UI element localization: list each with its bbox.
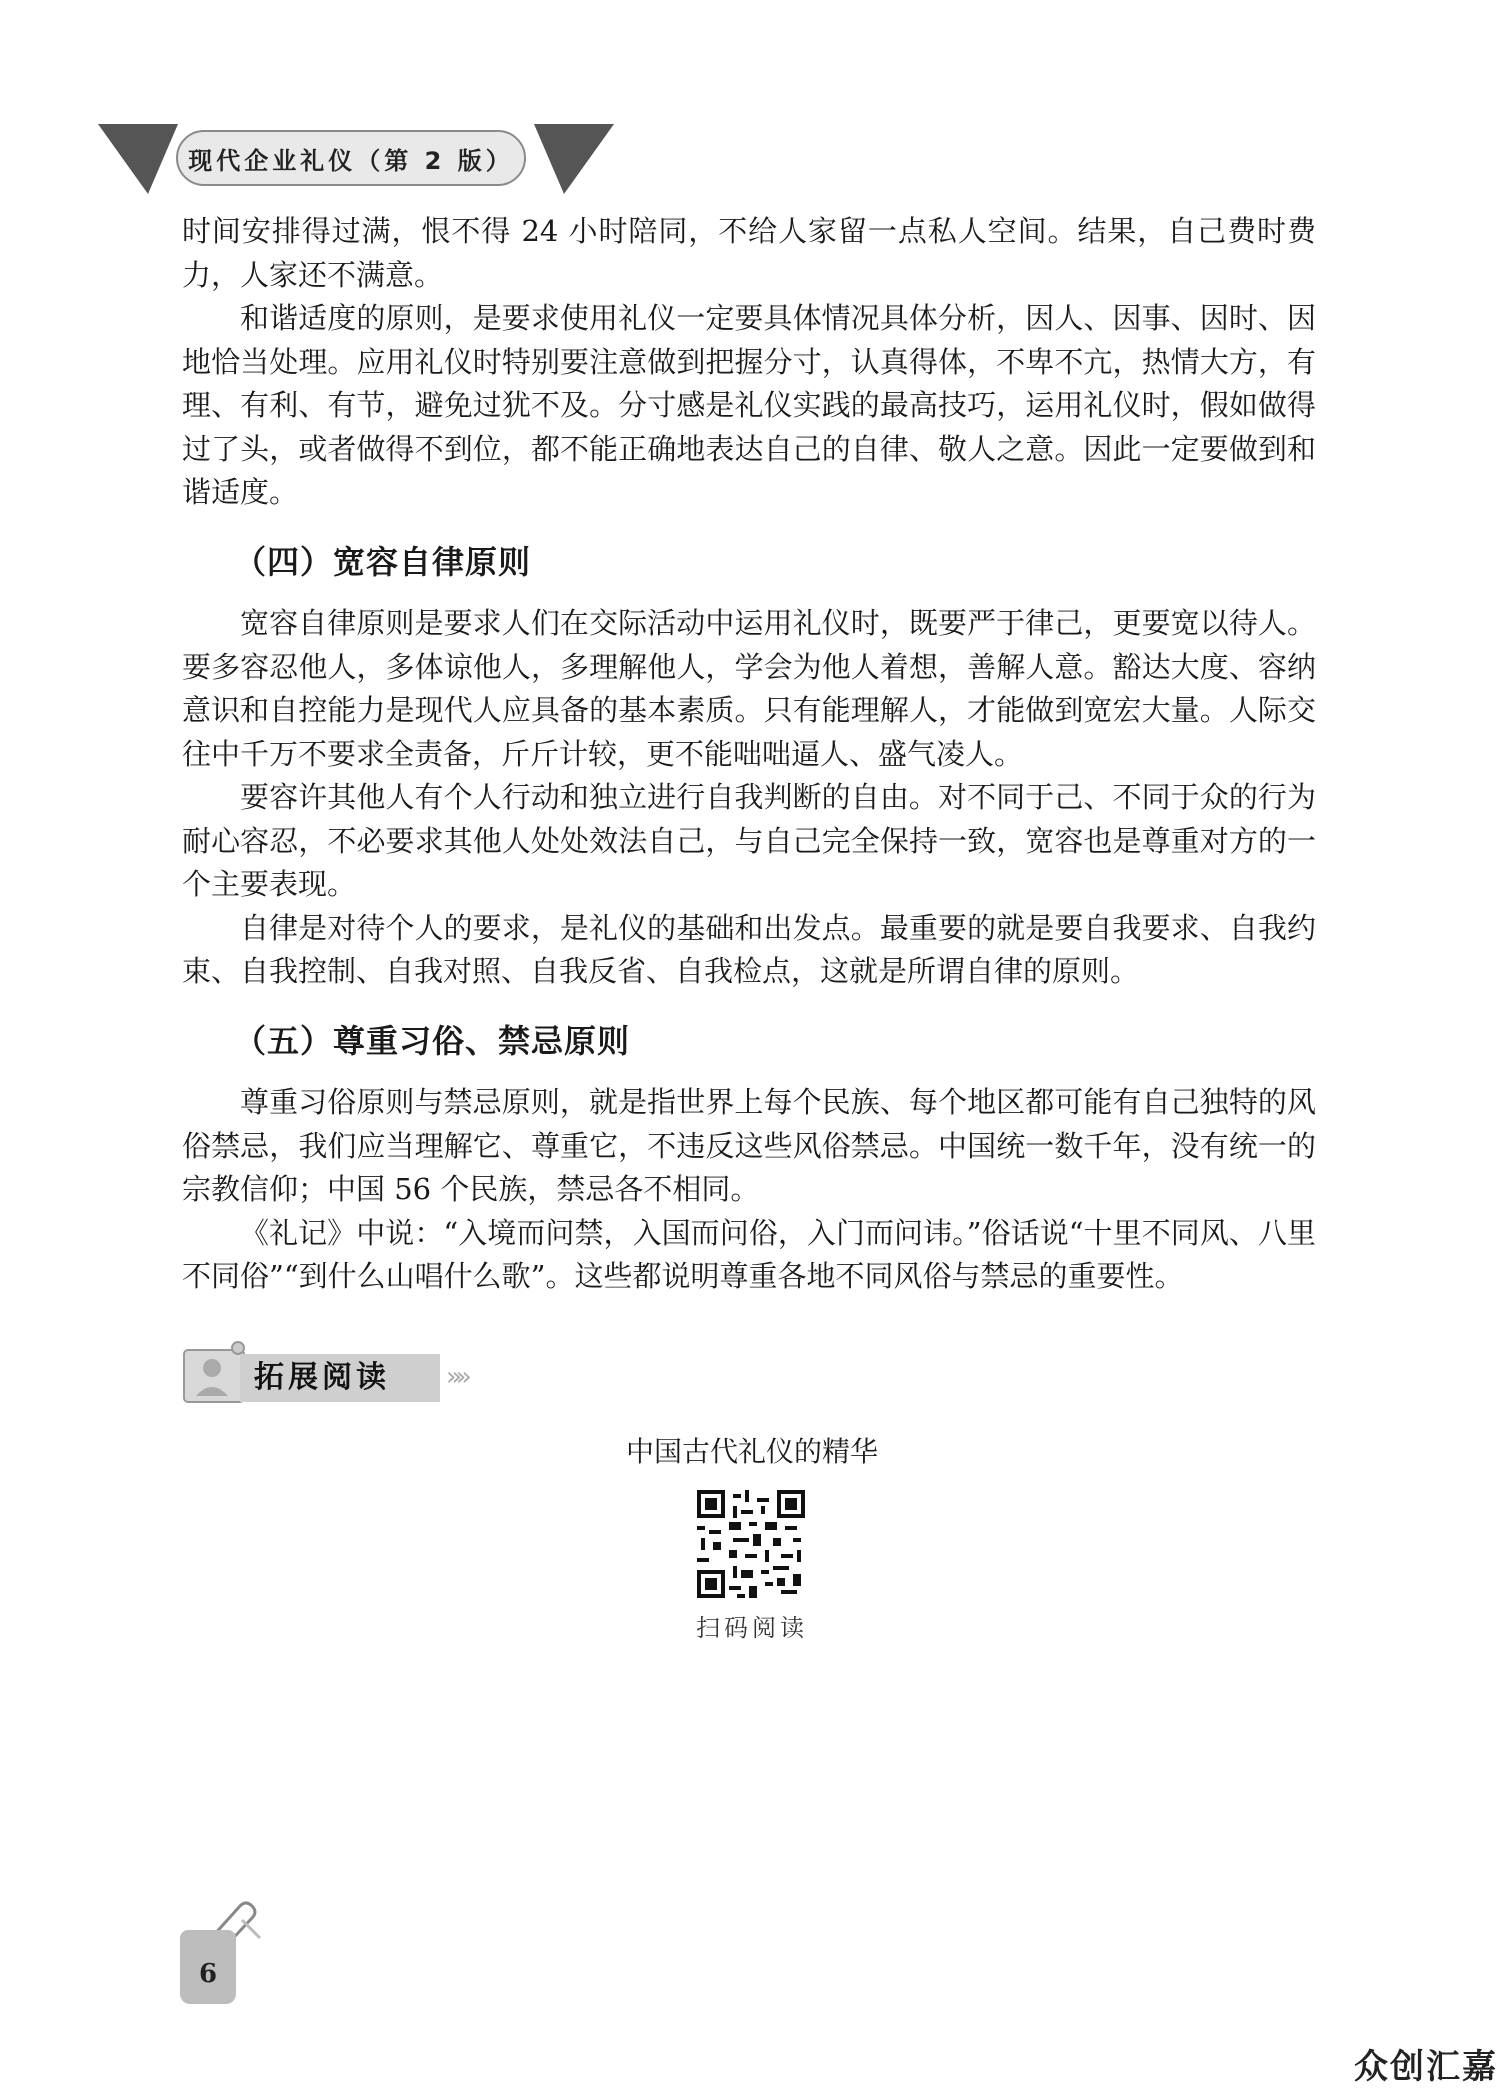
section-heading: （五）尊重习俗、禁忌原则	[234, 1021, 631, 1060]
paragraph: 时间安排得过满，恨不得 24 小时陪同，不给人家留一点私人空间。结果，自己费时费力，人家还不满意。	[182, 214, 1316, 292]
paragraph: 宽容自律原则是要求人们在交际活动中运用礼仪时，既要严于律己，更要宽以待人。要多容忍他人，多体谅他人，多理解他人，学会为他人着想，善解人意。豁达大度、容纳意识和自控能力是现代人应具备的基本素质。只有能理解人，才能做到宽宏大量。人际交往中千万不要求全责备，斤斤计较，更不能咄咄逼人、盛气凌人。	[182, 606, 1316, 771]
watermark: 众创汇嘉	[1354, 2047, 1498, 2087]
qr-code[interactable]	[697, 1490, 805, 1598]
triangle-right-icon	[530, 118, 614, 198]
qr-caption: 扫码阅读	[696, 1614, 808, 1642]
paragraph: 《礼记》中说：“入境而问禁，入国而问俗，入门而问讳。”俗话说“十里不同风、八里不同俗”“到什么山唱什么歌”。这些都说明尊重各地不同风俗与禁忌的重要性。	[182, 1215, 1316, 1293]
section-heading: （四）宽容自律原则	[234, 542, 532, 581]
paragraph: 和谐适度的原则，是要求使用礼仪一定要具体情况具体分析，因人、因事、因时、因地恰当处理。应用礼仪时特别要注意做到把握分寸，认真得体，不卑不亢，热情大方，有理、有利、有节，避免过犹不及。分寸感是礼仪实践的最高技巧，运用礼仪时，假如做得过了头，或者做得不到位，都不能正确地表达自己的自律、敬人之意。因此一定要做到和谐适度。	[182, 301, 1316, 509]
triangle-left-icon	[98, 118, 182, 198]
paragraph: 自律是对待个人的要求，是礼仪的基础和出发点。最重要的就是要自我要求、自我约束、自我控制、自我对照、自我反省、自我检点，这就是所谓自律的原则。	[182, 910, 1316, 988]
extended-reading-label: 拓展阅读	[240, 1354, 440, 1402]
page-number-tag	[180, 1900, 260, 2010]
page-header	[98, 118, 618, 198]
book-title: 现代企业礼仪（第 2 版）	[176, 130, 526, 186]
paragraph: 要容许其他人有个人行动和独立进行自我判断的自由。对不同于己、不同于众的行为耐心容忍，不必要求其他人处处效法自己，与自己完全保持一致，宽容也是尊重对方的一个主要表现。	[182, 780, 1316, 901]
paragraph: 尊重习俗原则与禁忌原则，就是指世界上每个民族、每个地区都可能有自己独特的风俗禁忌，我们应当理解它、尊重它，不违反这些风俗禁忌。中国统一数千年，没有统一的宗教信仰；中国 56 个民族，禁忌各不相同。	[182, 1085, 1316, 1206]
article-title: 中国古代礼仪的精华	[625, 1435, 878, 1468]
chevrons-icon: »»	[446, 1362, 466, 1392]
page-number: 6	[180, 1930, 236, 2004]
extended-reading-badge	[180, 1340, 480, 1410]
main-content	[182, 210, 1316, 1299]
